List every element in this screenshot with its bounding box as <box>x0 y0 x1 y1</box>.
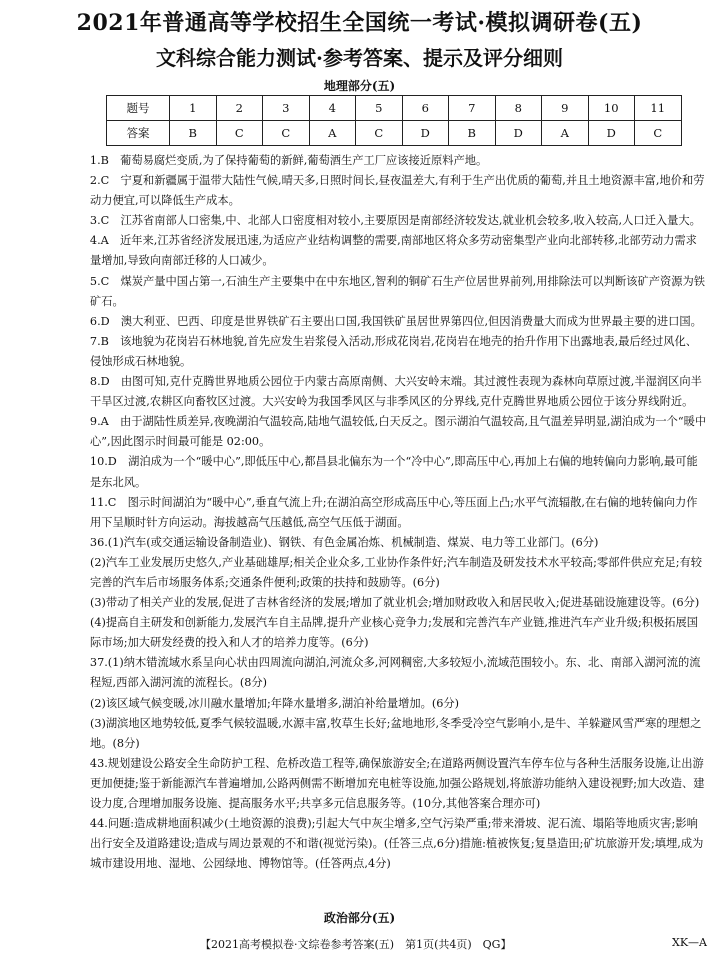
explanation-item: 8.D 由图可知,克什克腾世界地质公园位于内蒙古高原南侧、大兴安岭末端。其过渡性表现为森林向草原过渡,半湿润区向半干旱区过渡,农耕区向畜牧区过渡。大兴安岭为我国季风区与非季风区的分界线,克什克腾世界地质公园位于该分界线附近。 <box>89 375 702 409</box>
question-number: 9 <box>542 96 589 121</box>
question-number: 6 <box>402 96 449 121</box>
q43-answer: 43.规划建设公路安全生命防护工程、危桥改造工程等,确保旅游安全;在道路两侧设置汽车停车位与各种生活服务设施,让出游更加便捷;鉴于新能源汽车普遍增加,公路两侧需不断增加充电桩等设施,加强公路规划,将旅游功能纳入建设视野;加大改造、建设力度,合理增加服务设施、提高服务水平;共享多元信息服务等。(10分,其他答案合理亦可) <box>89 756 705 810</box>
explanation-item: 4.A 近年来,江苏省经济发展迅速,为适应产业结构调整的需要,南部地区将众多劳动密集型产业向北部转移,北部劳动力需求量增加,导致向南部迁移的人口减少。 <box>89 234 697 268</box>
q36-part: (2)汽车工业发展历史悠久,产业基础雄厚;相关企业众多,工业协作条件好;汽车制造及研发技术水平较高;零部件供应充足;有较完善的汽车后市场服务体系;交通条件便利;政策的扶持和鼓励等。(6分) <box>90 555 702 589</box>
q36-part: 36.(1)汽车(或交通运输设备制造业)、钢铁、有色金属冶炼、机械制造、煤炭、电力等工业部门。(6分) <box>89 535 599 549</box>
explanation-item: 5.C 煤炭产量中国占第一,石油生产主要集中在中东地区,智利的铜矿石生产位居世界前列,用排除法可以判断该矿产资源为铁矿石。 <box>89 274 705 308</box>
answer-cell: C <box>356 121 403 146</box>
q37-part: (3)湖滨地区地势较低,夏季气候较温暖,水源丰富,牧草生长好;盆地地形,冬季受冷空气影响小,是牛、羊躲避风雪严寒的理想之地。(8分) <box>90 716 702 750</box>
explanation-item: 3.C 江苏省南部人口密集,中、北部人口密度相对较小,主要原因是南部经济较发达,就业机会较多,收入较高,人口迁入量大。 <box>89 214 701 228</box>
answer-cell: C <box>263 121 310 146</box>
question-number: 5 <box>356 96 403 121</box>
explanation-item: 11.C 图示时间湖泊为“暖中心”,垂直气流上升;在湖泊高空形成高压中心,等压面上凸;水平气流辐散,在右偏的地转偏向力作用下呈顺时针方向运动。海拔越高气压越低,高空气压低于湖面。 <box>89 495 698 529</box>
answer-cell: C <box>635 121 682 146</box>
answer-cell: D <box>588 121 635 146</box>
q37-part: 37.(1)纳木错流域水系呈向心状由四周流向湖泊,河流众多,河网稠密,大多较短小,流域范围较小。东、北、南部入湖河流的流程短,西部入湖河流的流程长。(8分) <box>89 656 701 690</box>
row-label: 答案 <box>107 121 170 146</box>
geography-heading: 地理部分(五) <box>323 79 396 93</box>
footer-code: XK—A <box>672 936 707 949</box>
answer-cell: A <box>542 121 589 146</box>
question-number: 8 <box>495 96 542 121</box>
explanation-item: 9.A 由于湖陆性质差异,夜晚湖泊气温较高,陆地气温较低,白天反之。图示湖泊气温较高,且气温差异明显,湖泊成为一个“暖中心”,因此图示时间最可能是 02:00。 <box>89 415 707 449</box>
explanation-item: 6.D 澳大利亚、巴西、印度是世界铁矿石主要出口国,我国铁矿虽居世界第四位,但因消费量大而成为世界最主要的进口国。 <box>89 314 702 328</box>
answer-cell: B <box>170 121 217 146</box>
q36-part: (4)提高自主研发和创新能力,发展汽车自主品牌,提升产业核心竞争力;发展和完善汽车产业链,推进汽车产业升级;积极拓展国际市场;加大研发经费的投入和人才的培养力度等。(6分) <box>90 616 698 650</box>
q37-part: (2)该区域气候变暖,冰川融水量增加;年降水量增多,湖泊补给量增加。(6分) <box>90 696 460 710</box>
q44-answer: 44.问题:造成耕地面积减少(土地资源的浪费);引起大气中灰尘增多,空气污染严重;带来滑坡、泥石流、塌陷等地质灾害;影响出行安全及道路建设;造成与周边景观的不和谐(视觉污染)。(任答三点,6分)措施:植被恢复;复垦造田;矿坑旅游开发;填埋,成为城市建设用地、湿地、公园绿地、博物馆等。(任答两点,4分) <box>89 817 704 871</box>
explanation-item: 2.C 宁夏和新疆属于温带大陆性气候,晴天多,日照时间长,昼夜温差大,有利于生产出优质的葡萄,并且土地资源丰富,地价和劳动力便宜,可以降低生产成本。 <box>89 174 705 208</box>
exam-subtitle: 文科综合能力测试·参考答案、提示及评分细则 <box>156 46 563 70</box>
explanation-item: 1.B 葡萄易腐烂变质,为了保持葡萄的新鲜,葡萄酒生产工厂应该接近原料产地。 <box>89 154 488 167</box>
answer-cell: D <box>495 121 542 146</box>
row-label: 题号 <box>107 96 170 121</box>
answer-cell: A <box>309 121 356 146</box>
footer-page-info: 【2021高考模拟卷·文综卷参考答案(五) 第1页(共4页) QG】 <box>200 938 512 951</box>
question-number: 10 <box>588 96 635 121</box>
answer-explanations <box>90 151 708 874</box>
question-number: 1 <box>170 96 217 121</box>
question-number: 2 <box>216 96 263 121</box>
answer-cell: D <box>402 121 449 146</box>
answer-cell: B <box>449 121 496 146</box>
explanation-item: 7.B 该地貌为花岗岩石林地貌,首先应发生岩浆侵入活动,形成花岗岩,花岗岩在地壳的抬升作用下出露地表,最后经过风化、侵蚀形成石林地貌。 <box>89 334 697 368</box>
question-number: 7 <box>449 96 496 121</box>
question-number-row <box>107 96 682 121</box>
page-footer <box>0 936 719 954</box>
question-number: 3 <box>263 96 310 121</box>
exam-title: 2021年普通高等学校招生全国统一考试·模拟调研卷(五) <box>76 10 643 36</box>
question-number: 11 <box>635 96 682 121</box>
explanation-item: 10.D 湖泊成为一个“暖中心”,即低压中心,都昌县北偏东为一个“冷中心”,即高压中心,再加上右偏的地转偏向力影响,最可能是东北风。 <box>89 455 698 489</box>
answer-table <box>106 95 682 146</box>
answer-row <box>107 121 682 146</box>
politics-heading: 政治部分(五) <box>323 911 396 925</box>
question-number: 4 <box>309 96 356 121</box>
answer-cell: C <box>216 121 263 146</box>
q36-part: (3)带动了相关产业的发展,促进了吉林省经济的发展;增加了就业机会;增加财政收入和居民收入;促进基础设施建设等。(6分) <box>90 596 700 610</box>
